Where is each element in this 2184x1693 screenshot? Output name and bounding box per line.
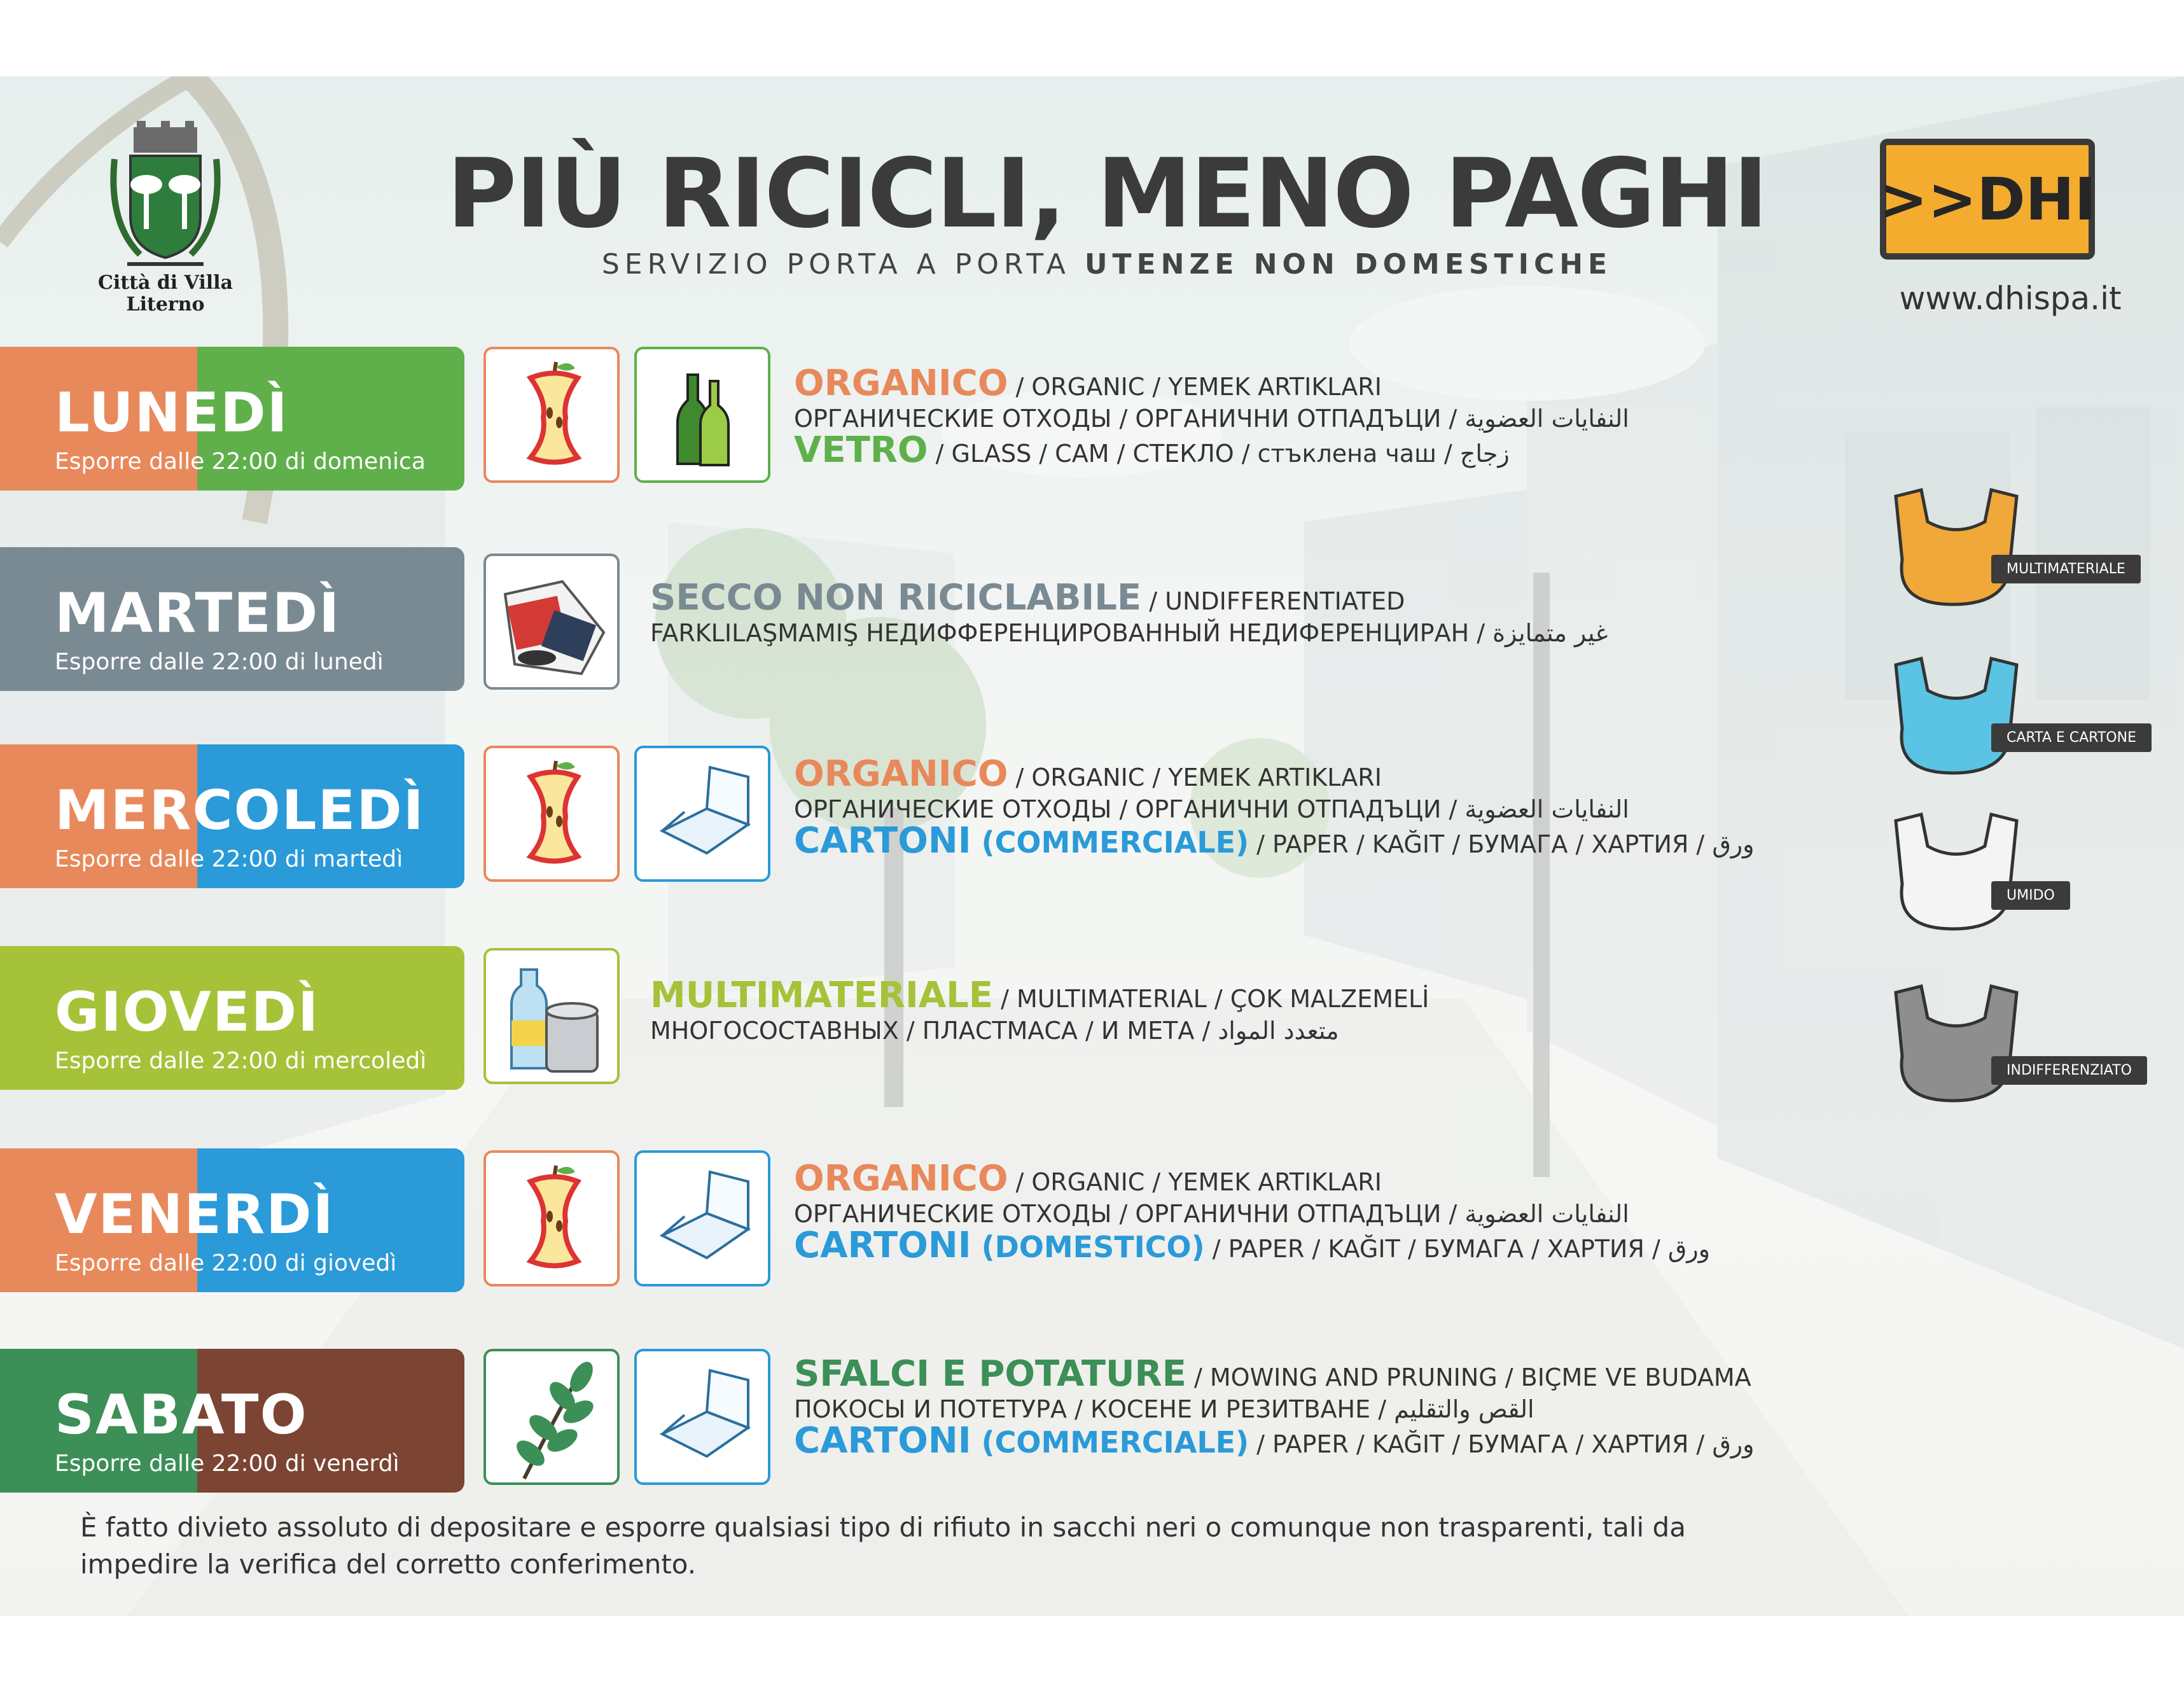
day-name: SABATO <box>55 1383 308 1447</box>
secco-label: SECCO NON RICICLABILE <box>650 577 1142 618</box>
bag-umido-icon <box>1883 808 2029 935</box>
city-name: Città di Villa Literno <box>97 272 233 316</box>
sfalci-translations-2: ПОКОСЫ И ПОТЕТУРА / КОСЕНЕ И РЕЗИТВАНЕ / القص والتقليم <box>794 1395 1534 1423</box>
organico-translations: / ORGANIC / YEMEK ARTIKLARI <box>1008 763 1382 791</box>
bag-label: UMIDO <box>1991 881 2070 910</box>
saturday-info <box>794 1353 1755 1461</box>
cartoni-type: (COMMERCIALE) <box>971 825 1249 860</box>
cardboard-card <box>634 746 770 882</box>
friday-info <box>794 1158 1711 1266</box>
organic-card <box>483 1150 620 1286</box>
organic-card <box>483 746 620 882</box>
day-note: Esporre dalle 22:00 di martedì <box>55 846 403 872</box>
day-note: Esporre dalle 22:00 di giovedì <box>55 1250 397 1276</box>
multimateriale-label: MULTIMATERIALE <box>650 975 994 1016</box>
dry-waste-card <box>483 554 620 690</box>
bag-label: INDIFFERENZIATO <box>1991 1056 2147 1085</box>
secco-translations: / UNDIFFERENTIATED <box>1141 587 1405 615</box>
bag-label: MULTIMATERIALE <box>1991 555 2141 583</box>
cartoni-type: (COMMERCIALE) <box>971 1425 1249 1460</box>
multimateriale-translations: / MULTIMATERIAL / ÇOK MALZEMELİ <box>993 985 1429 1013</box>
cartoni-translations: / PAPER / KAĞIT / БУМАГА / ХАРТИЯ / ورق <box>1249 1430 1755 1458</box>
organico-translations: / ORGANIC / YEMEK ARTIKLARI <box>1008 373 1382 401</box>
day-name: GIOVEDÌ <box>55 980 320 1044</box>
organico-translations-2: ОРГАНИЧЕСКИЕ ОТХОДЫ / ОРГАНИЧНИ ОТПАДЪЦИ / النفايات العضوية <box>794 795 1629 823</box>
organico-translations-2: ОРГАНИЧЕСКИЕ ОТХОДЫ / ОРГАНИЧНИ ОТПАДЪЦИ / النفايات العضوية <box>794 1200 1629 1228</box>
apple-core-icon <box>486 349 622 485</box>
multimateriale-translations-2: МНОГОСОСТАВНЫХ / ПЛАСТМАСА / И МЕТА / متعدد المواد <box>650 1017 1339 1045</box>
organico-label: ORGANICO <box>794 753 1008 795</box>
day-saturday <box>0 1349 464 1493</box>
day-note: Esporre dalle 22:00 di domenica <box>55 449 426 475</box>
cartoni-label: CARTONI <box>794 1225 971 1266</box>
cartoni-type: (DOMESTICO) <box>971 1230 1205 1264</box>
waste-bag-icon <box>486 556 622 692</box>
sfalci-translations: / MOWING AND PRUNING / BIÇME VE BUDAMA <box>1186 1363 1751 1391</box>
day-friday <box>0 1148 464 1292</box>
leafy-branch-icon <box>486 1351 622 1487</box>
wednesday-info <box>794 753 1755 861</box>
cardboard-card <box>634 1349 770 1485</box>
glass-card <box>634 347 770 483</box>
vetro-translations: / GLASS / CAM / СТЕКЛО / стъклена чаш / زجاج <box>928 440 1510 468</box>
cardboard-card <box>634 1150 770 1286</box>
day-note: Esporre dalle 22:00 di lunedì <box>55 649 384 675</box>
multimaterial-card <box>483 948 620 1084</box>
apple-core-icon <box>486 748 622 884</box>
subtitle-service: SERVIZIO PORTA A PORTA <box>601 248 1085 281</box>
day-thursday <box>0 946 464 1090</box>
bag-label: CARTA E CARTONE <box>1991 723 2152 752</box>
thursday-info <box>650 975 1429 1047</box>
day-name: LUNEDÌ <box>55 381 289 445</box>
cardboard-box-icon <box>637 748 773 884</box>
monday-info <box>794 363 1629 471</box>
day-note: Esporre dalle 22:00 di mercoledì <box>55 1048 427 1074</box>
day-name: MARTEDÌ <box>55 582 341 645</box>
bag-carta-icon <box>1883 652 2029 779</box>
city-crest-logo <box>102 121 229 274</box>
page-subtitle <box>445 248 1769 281</box>
bag-indifferenziato-icon <box>1883 980 2029 1107</box>
cartoni-translations: / PAPER / KAĞIT / БУМАГА / ХАРТИЯ / ورق <box>1249 830 1755 858</box>
day-wednesday <box>0 744 464 888</box>
day-tuesday <box>0 547 464 691</box>
dhi-logo: >>DHI <box>1880 139 2095 260</box>
website-link[interactable]: www.dhispa.it <box>1899 280 2122 317</box>
cardboard-box-icon <box>637 1351 773 1487</box>
organico-label: ORGANICO <box>794 363 1008 404</box>
cardboard-box-icon <box>637 1153 773 1289</box>
vetro-label: VETRO <box>794 429 928 471</box>
cartoni-label: CARTONI <box>794 820 971 861</box>
day-monday <box>0 347 464 491</box>
organico-translations-2: ОРГАНИЧЕСКИЕ ОТХОДЫ / ОРГАНИЧНИ ОТПАДЪЦИ / النفايات العضوية <box>794 405 1629 433</box>
subtitle-users: UTENZE NON DOMESTICHE <box>1084 248 1613 281</box>
page-title: PIÙ RICICLI, MENO PAGHI <box>447 139 1767 249</box>
day-name: MERCOLEDÌ <box>55 779 425 842</box>
bag-multimateriale-icon <box>1883 484 2029 611</box>
cartoni-translations: / PAPER / KAĞIT / БУМАГА / ХАРТИЯ / ورق <box>1204 1235 1711 1263</box>
tuesday-info <box>650 577 1608 649</box>
organic-card <box>483 347 620 483</box>
apple-core-icon <box>486 1153 622 1289</box>
secco-translations-2: FARKLILAŞMAMIŞ НЕДИФФЕРЕНЦИРОВАННЫЙ НЕДИФЕРЕНЦИРАН / غير متمايزة <box>650 619 1608 647</box>
organico-label: ORGANICO <box>794 1158 1008 1199</box>
day-note: Esporre dalle 22:00 di venerdì <box>55 1451 400 1477</box>
glass-bottles-icon <box>637 349 773 485</box>
organico-translations: / ORGANIC / YEMEK ARTIKLARI <box>1008 1168 1382 1196</box>
footer-notice: È fatto divieto assoluto di depositare e esporre qualsiasi tipo di rifiuto in sacchi neri o comunque non trasparenti, tali da impedire la verifica del corretto conferimento. <box>80 1512 1686 1580</box>
cartoni-label: CARTONI <box>794 1420 971 1461</box>
green-waste-card <box>483 1349 620 1485</box>
bottle-and-can-icon <box>486 951 622 1087</box>
sfalci-label: SFALCI E POTATURE <box>794 1353 1186 1395</box>
day-name: VENERDÌ <box>55 1183 335 1246</box>
